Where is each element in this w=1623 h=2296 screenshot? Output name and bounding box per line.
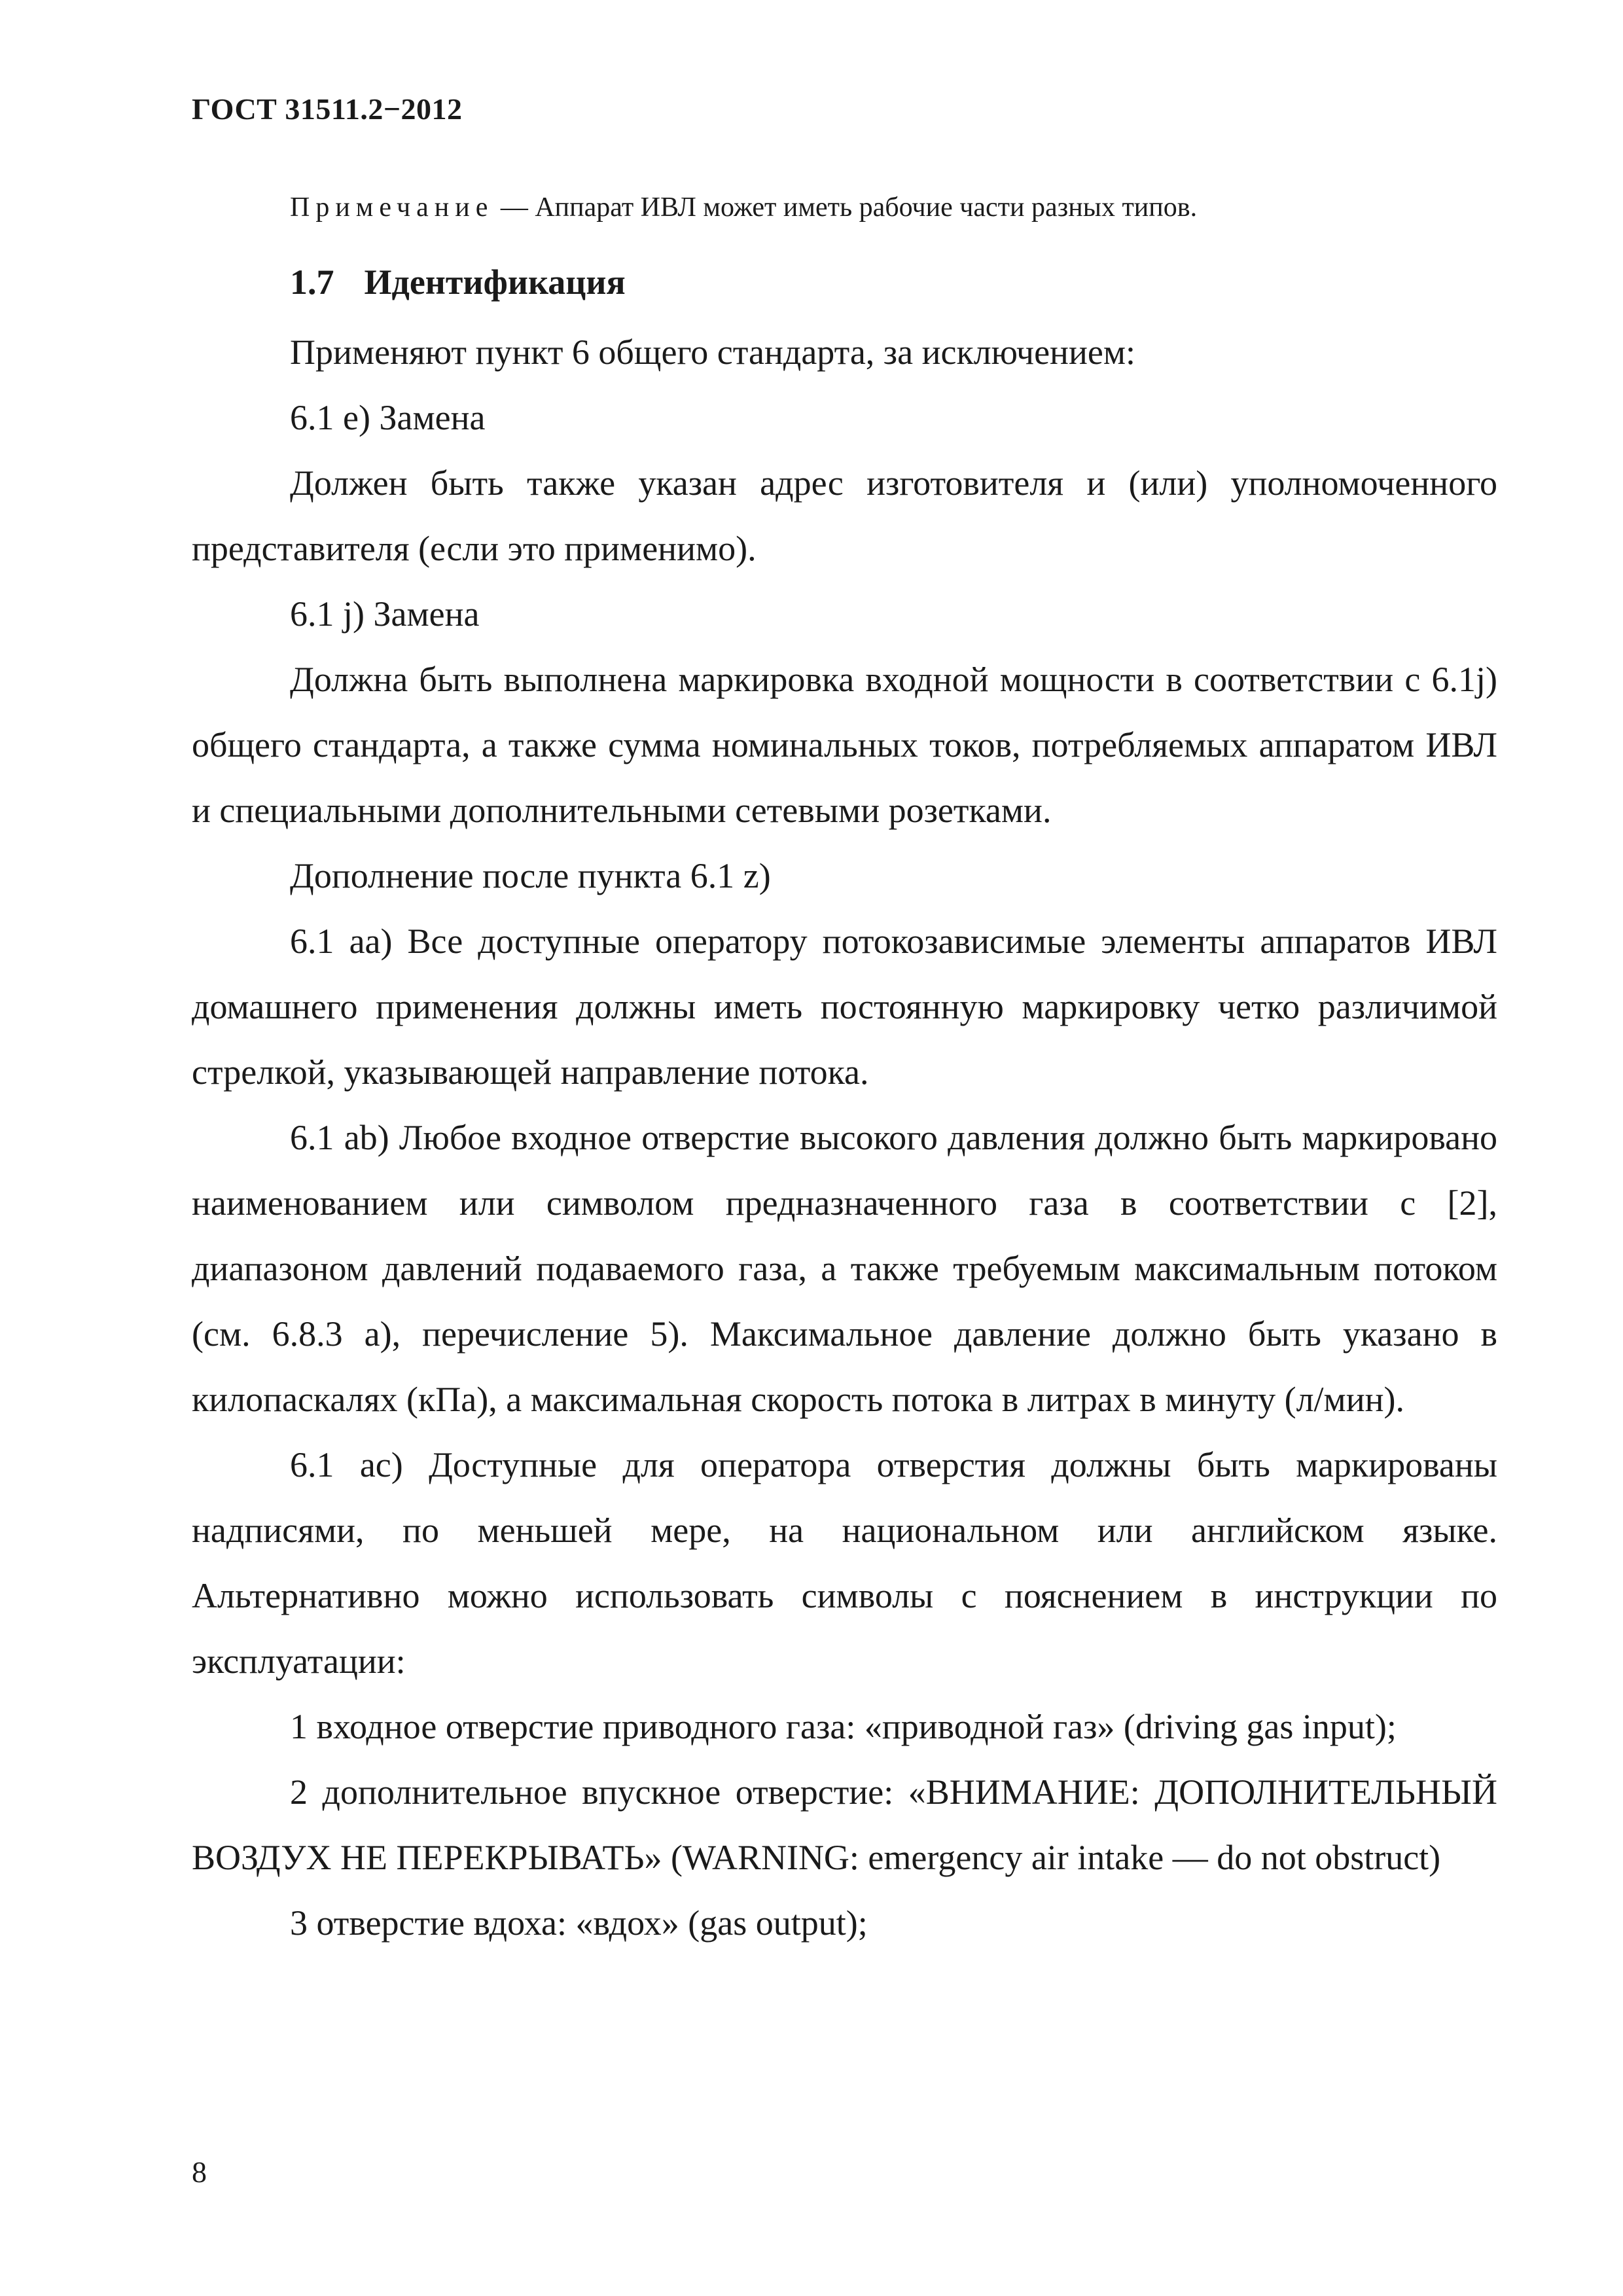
paragraph: 6.1 е) Замена [290, 398, 486, 437]
section-number: 1.7 [290, 262, 334, 302]
paragraph: Дополнение после пункта 6.1 z) [290, 856, 771, 895]
note-line [290, 192, 1197, 223]
paragraph: Применяют пункт 6 общего стандарта, за исключением: [290, 332, 1135, 372]
page-number: 8 [192, 2155, 207, 2189]
list-item: 1 входное отверстие приводного газа: «приводной газ» (driving gas input); [290, 1707, 1397, 1746]
paragraph: Должен быть также указан адрес изготовителя и (или) уполномоченного представителя (если это применимо). [192, 463, 1497, 568]
note-label: Примечание [290, 192, 494, 223]
document-header: ГОСТ 31511.2−2012 [192, 92, 463, 126]
section-title: Идентификация [364, 262, 626, 302]
list-item: 2 дополнительное впускное отверстие: «ВНИМАНИЕ: ДОПОЛНИТЕЛЬНЫЙ ВОЗДУХ НЕ ПЕРЕКРЫВАТЬ» (WARNING: emergency air intake — do not obstruct) [192, 1772, 1497, 1877]
paragraph: 6.1 аа) Все доступные оператору потокозависимые элементы аппаратов ИВЛ домашнего применения должны иметь постоянную маркировку четко различимой стрелкой, указывающей направление потока. [192, 922, 1497, 1092]
note-text: — Аппарат ИВЛ может иметь рабочие части разных типов. [493, 192, 1198, 223]
list-item: 3 отверстие вдоха: «вдох» (gas output); [290, 1903, 868, 1943]
paragraph: 6.1 ab) Любое входное отверстие высокого давления должно быть маркировано наименованием или символом предназначенного газа в соответствии с [2], диапазоном давлений подаваемого газа, а также требуемым максимальным потоком (см. 6.8.3 а), перечисление 5). Максимальное давление должно быть указано в килопаскалях (кПа), а максимальная скорость потока в литрах в минуту (л/мин). [192, 1118, 1497, 1419]
document-body [192, 319, 1497, 1956]
section-heading [290, 262, 626, 302]
paragraph: Должна быть выполнена маркировка входной мощности в соответствии с 6.1j) общего стандарта, а также сумма номинальных токов, потребляемых аппаратом ИВЛ и специальными дополнительными сетевыми розетками. [192, 660, 1497, 830]
paragraph: 6.1 ас) Доступные для оператора отверстия должны быть маркированы надписями, по меньшей мере, на национальном или английском языке. Альтернативно можно использовать символы с пояснением в инструкции по эксплуатации: [192, 1445, 1497, 1681]
paragraph: 6.1 j) Замена [290, 594, 480, 634]
